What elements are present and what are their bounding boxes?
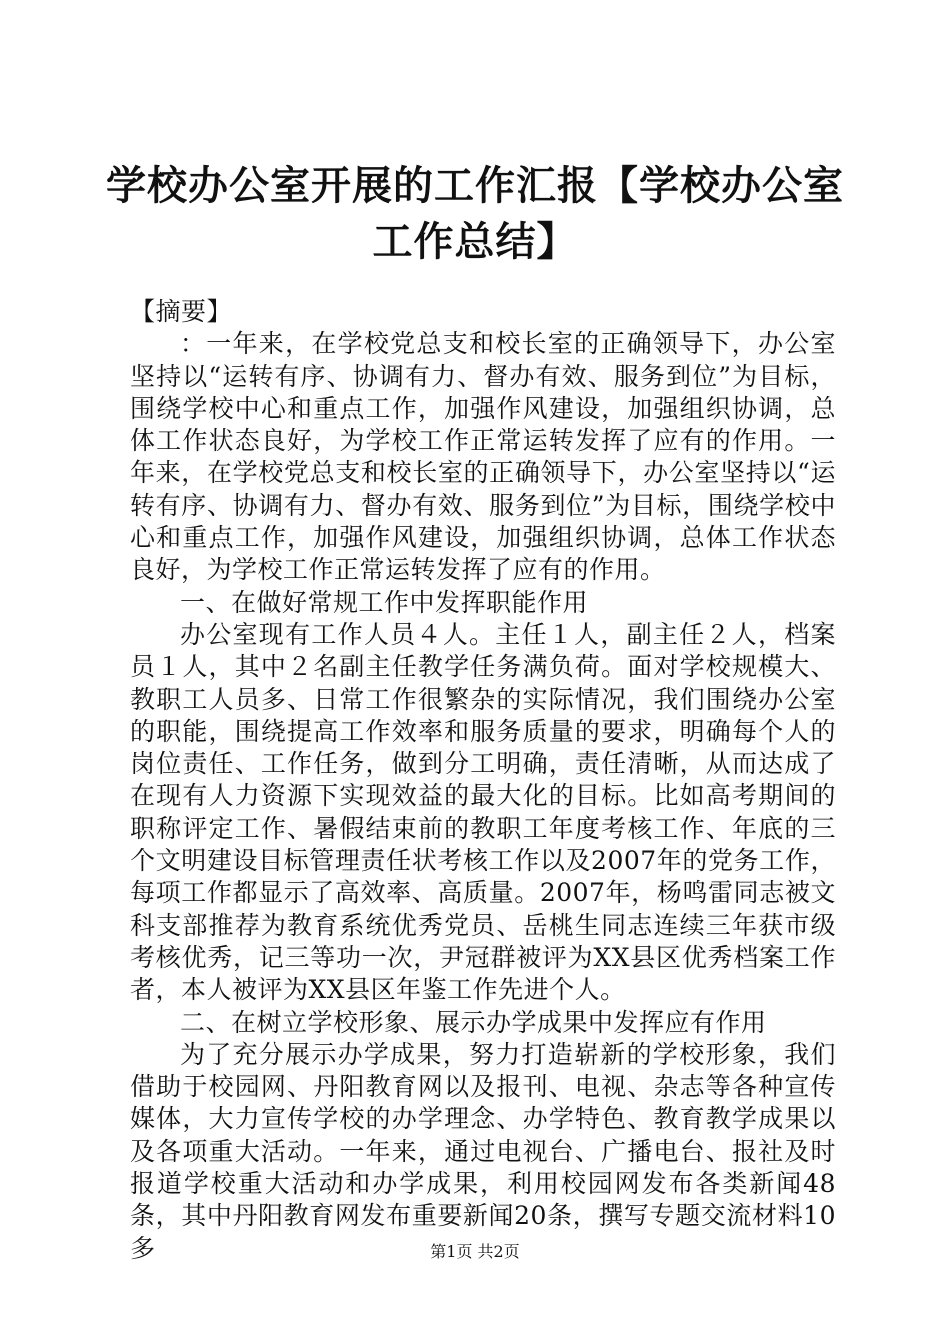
- page-number-footer: 第1页 共2页: [430, 1242, 520, 1261]
- document-body: [130, 296, 836, 1265]
- section-paragraph-1: 办公室现有工作人员４人。主任１人，副主任２人，档案员１人，其中２名副主任教学任务满负荷。面对学校规模大、教职工人员多、日常工作很繁杂的实际情况，我们围绕办公室的职能，围绕提高工作效率和服务质量的要求，明确每个人的岗位责任、工作任务，做到分工明确，责任清晰，从而达成了在现有人力资源下实现效益的最大化的目标。比如高考期间的职称评定工作、暑假结束前的教职工年度考核工作、年底的三个文明建设目标管理责任状考核工作以及2007年的党务工作，每项工作都显示了高效率、高质量。2007年，杨鸣雷同志被文科支部推荐为教育系统优秀党员、岳桃生同志连续三年获市级考核优秀，记三等功一次，尹冠群被评为XX县区优秀档案工作者，本人被评为XX县区年鉴工作先进个人。: [130, 619, 836, 1005]
- abstract-heading: 【摘要】: [130, 297, 233, 326]
- section-heading-1: 一、在做好常规工作中发挥职能作用: [180, 587, 589, 617]
- document-title: 学校办公室开展的工作汇报【学校办公室工作总结】: [106, 163, 844, 265]
- section-heading-2: 二、在树立学校形象、展示办学成果中发挥应有作用: [180, 1007, 767, 1037]
- section-paragraph-2: 为了充分展示办学成果，努力打造崭新的学校形象，我们借助于校园网、丹阳教育网以及报刊、电视、杂志等各种宣传媒体，大力宣传学校的办学理念、办学特色、教育教学成果以及各项重大活动。一年来，通过电视台、广播电台、报社及时报道学校重大活动和办学成果，利用校园网发布各类新闻48条，其中丹阳教育网发布重要新闻20条，撰写专题交流材料10多: [130, 1039, 836, 1263]
- abstract-paragraph: ：一年来，在学校党总支和校长室的正确领导下，办公室坚持以“运转有序、协调有力、督办有效、服务到位”为目标，围绕学校中心和重点工作，加强作风建设，加强组织协调，总体工作状态良好，为学校工作正常运转发挥了应有的作用。一年来，在学校党总支和校长室的正确领导下，办公室坚持以“运转有序、协调有力、督办有效、服务到位”为目标，围绕学校中心和重点工作，加强作风建设，加强组织协调，总体工作状态良好，为学校工作正常运转发挥了应有的作用。: [130, 329, 836, 585]
